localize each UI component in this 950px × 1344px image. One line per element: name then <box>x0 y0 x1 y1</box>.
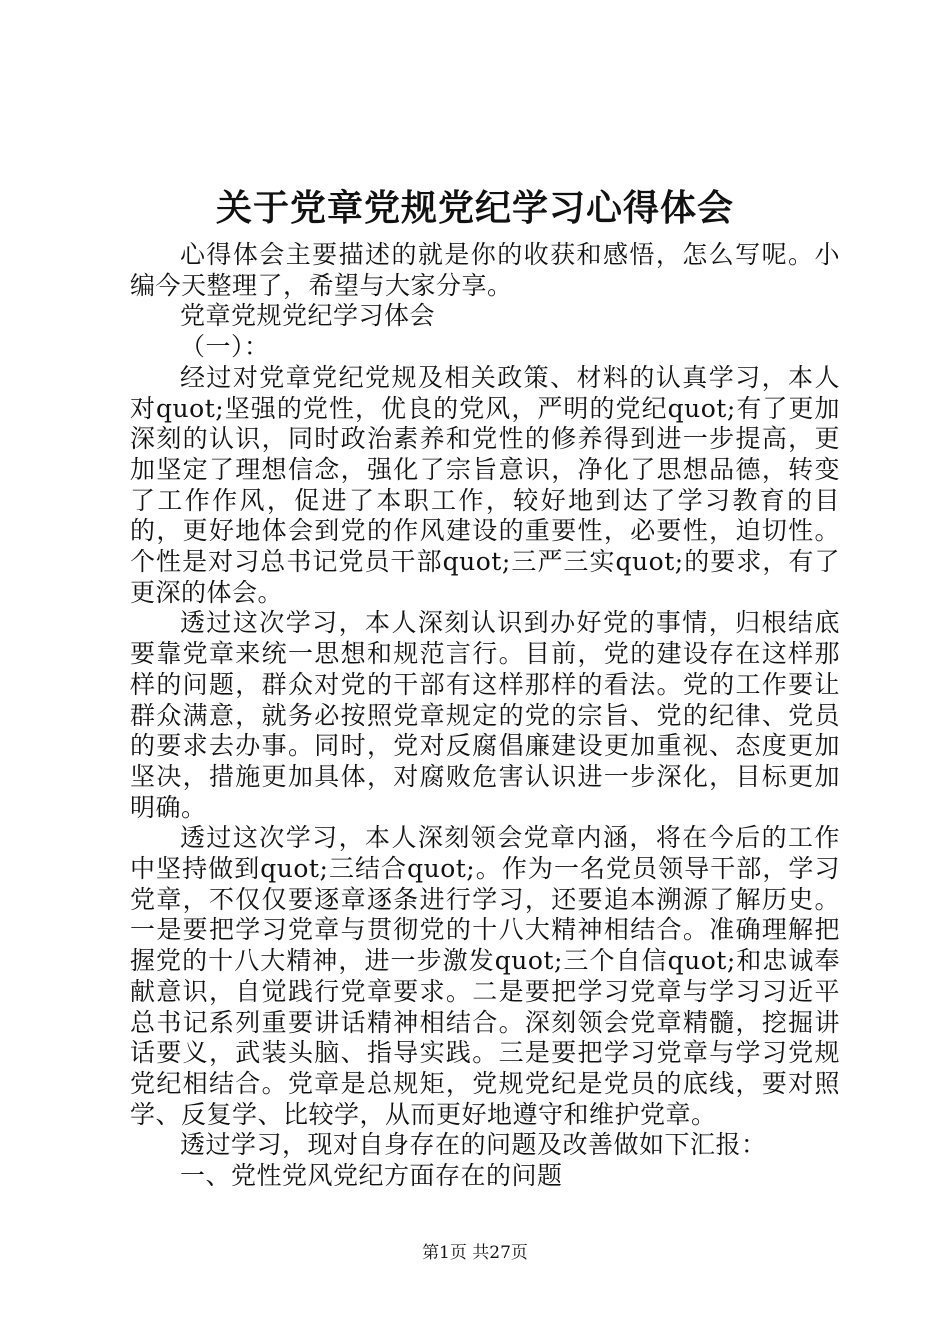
paragraph-body-3: 透过这次学习，本人深刻领会党章内涵，将在今后的工作中坚持做到quot;三结合quot;。作为一名党员领导干部，学习党章，不仅仅要逐章逐条进行学习，还要追本溯源了解历史。一是要把学习党章与贯彻党的十八大精神相结合。准确理解把握党的十八大精神，进一步激发quot;三个自信quot;和忠诚奉献意识，自觉践行党章要求。二是要把学习党章与学习习近平总书记系列重要讲话精神相结合。深刻领会党章精髓，挖掘讲话要义，武装头脑、指导实践。三是要把学习党章与学习党规党纪相结合。党章是总规矩，党规党纪是党员的底线，要对照学、反复学、比较学，从而更好地遵守和维护党章。 <box>130 823 840 1129</box>
document-body <box>130 240 840 1192</box>
paragraph-subtitle: 党章党规党纪学习体会 <box>180 301 436 331</box>
page-number-footer: 第1页 共27页 <box>422 1243 528 1263</box>
paragraph-body-4: 透过学习，现对自身存在的问题及改善做如下汇报： <box>180 1130 767 1160</box>
document-title: 关于党章党规党纪学习心得体会 <box>215 187 734 229</box>
paragraph-intro: 心得体会主要描述的就是你的收获和感悟，怎么写呢。小编今天整理了，希望与大家分享。 <box>130 240 840 300</box>
paragraph-heading-1: 一、党性党风党纪方面存在的问题 <box>180 1161 563 1191</box>
paragraph-body-2: 透过这次学习，本人深刻认识到办好党的事情，归根结底要靠党章来统一思想和规范言行。目前，党的建设存在这样那样的问题，群众对党的干部有这样那样的看法。党的工作要让群众满意，就务必按照党章规定的党的宗旨、党的纪律、党员的要求去办事。同时，党对反腐倡廉建设更加重视、态度更加坚决，措施更加具体，对腐败危害认识进一步深化，目标更加明确。 <box>130 608 840 822</box>
paragraph-body-1: 经过对党章党纪党规及相关政策、材料的认真学习，本人对quot;坚强的党性，优良的党风，严明的党纪quot;有了更加深刻的认识，同时政治素养和党性的修养得到进一步提高，更加坚定了理想信念，强化了宗旨意识，净化了思想品德，转变了工作作风，促进了本职工作，较好地到达了学习教育的目的，更好地体会到党的作风建设的重要性，必要性，迫切性。个性是对习总书记党员干部quot;三严三实quot;的要求，有了更深的体会。 <box>130 362 840 607</box>
paragraph-section-number: （一）： <box>180 332 270 362</box>
